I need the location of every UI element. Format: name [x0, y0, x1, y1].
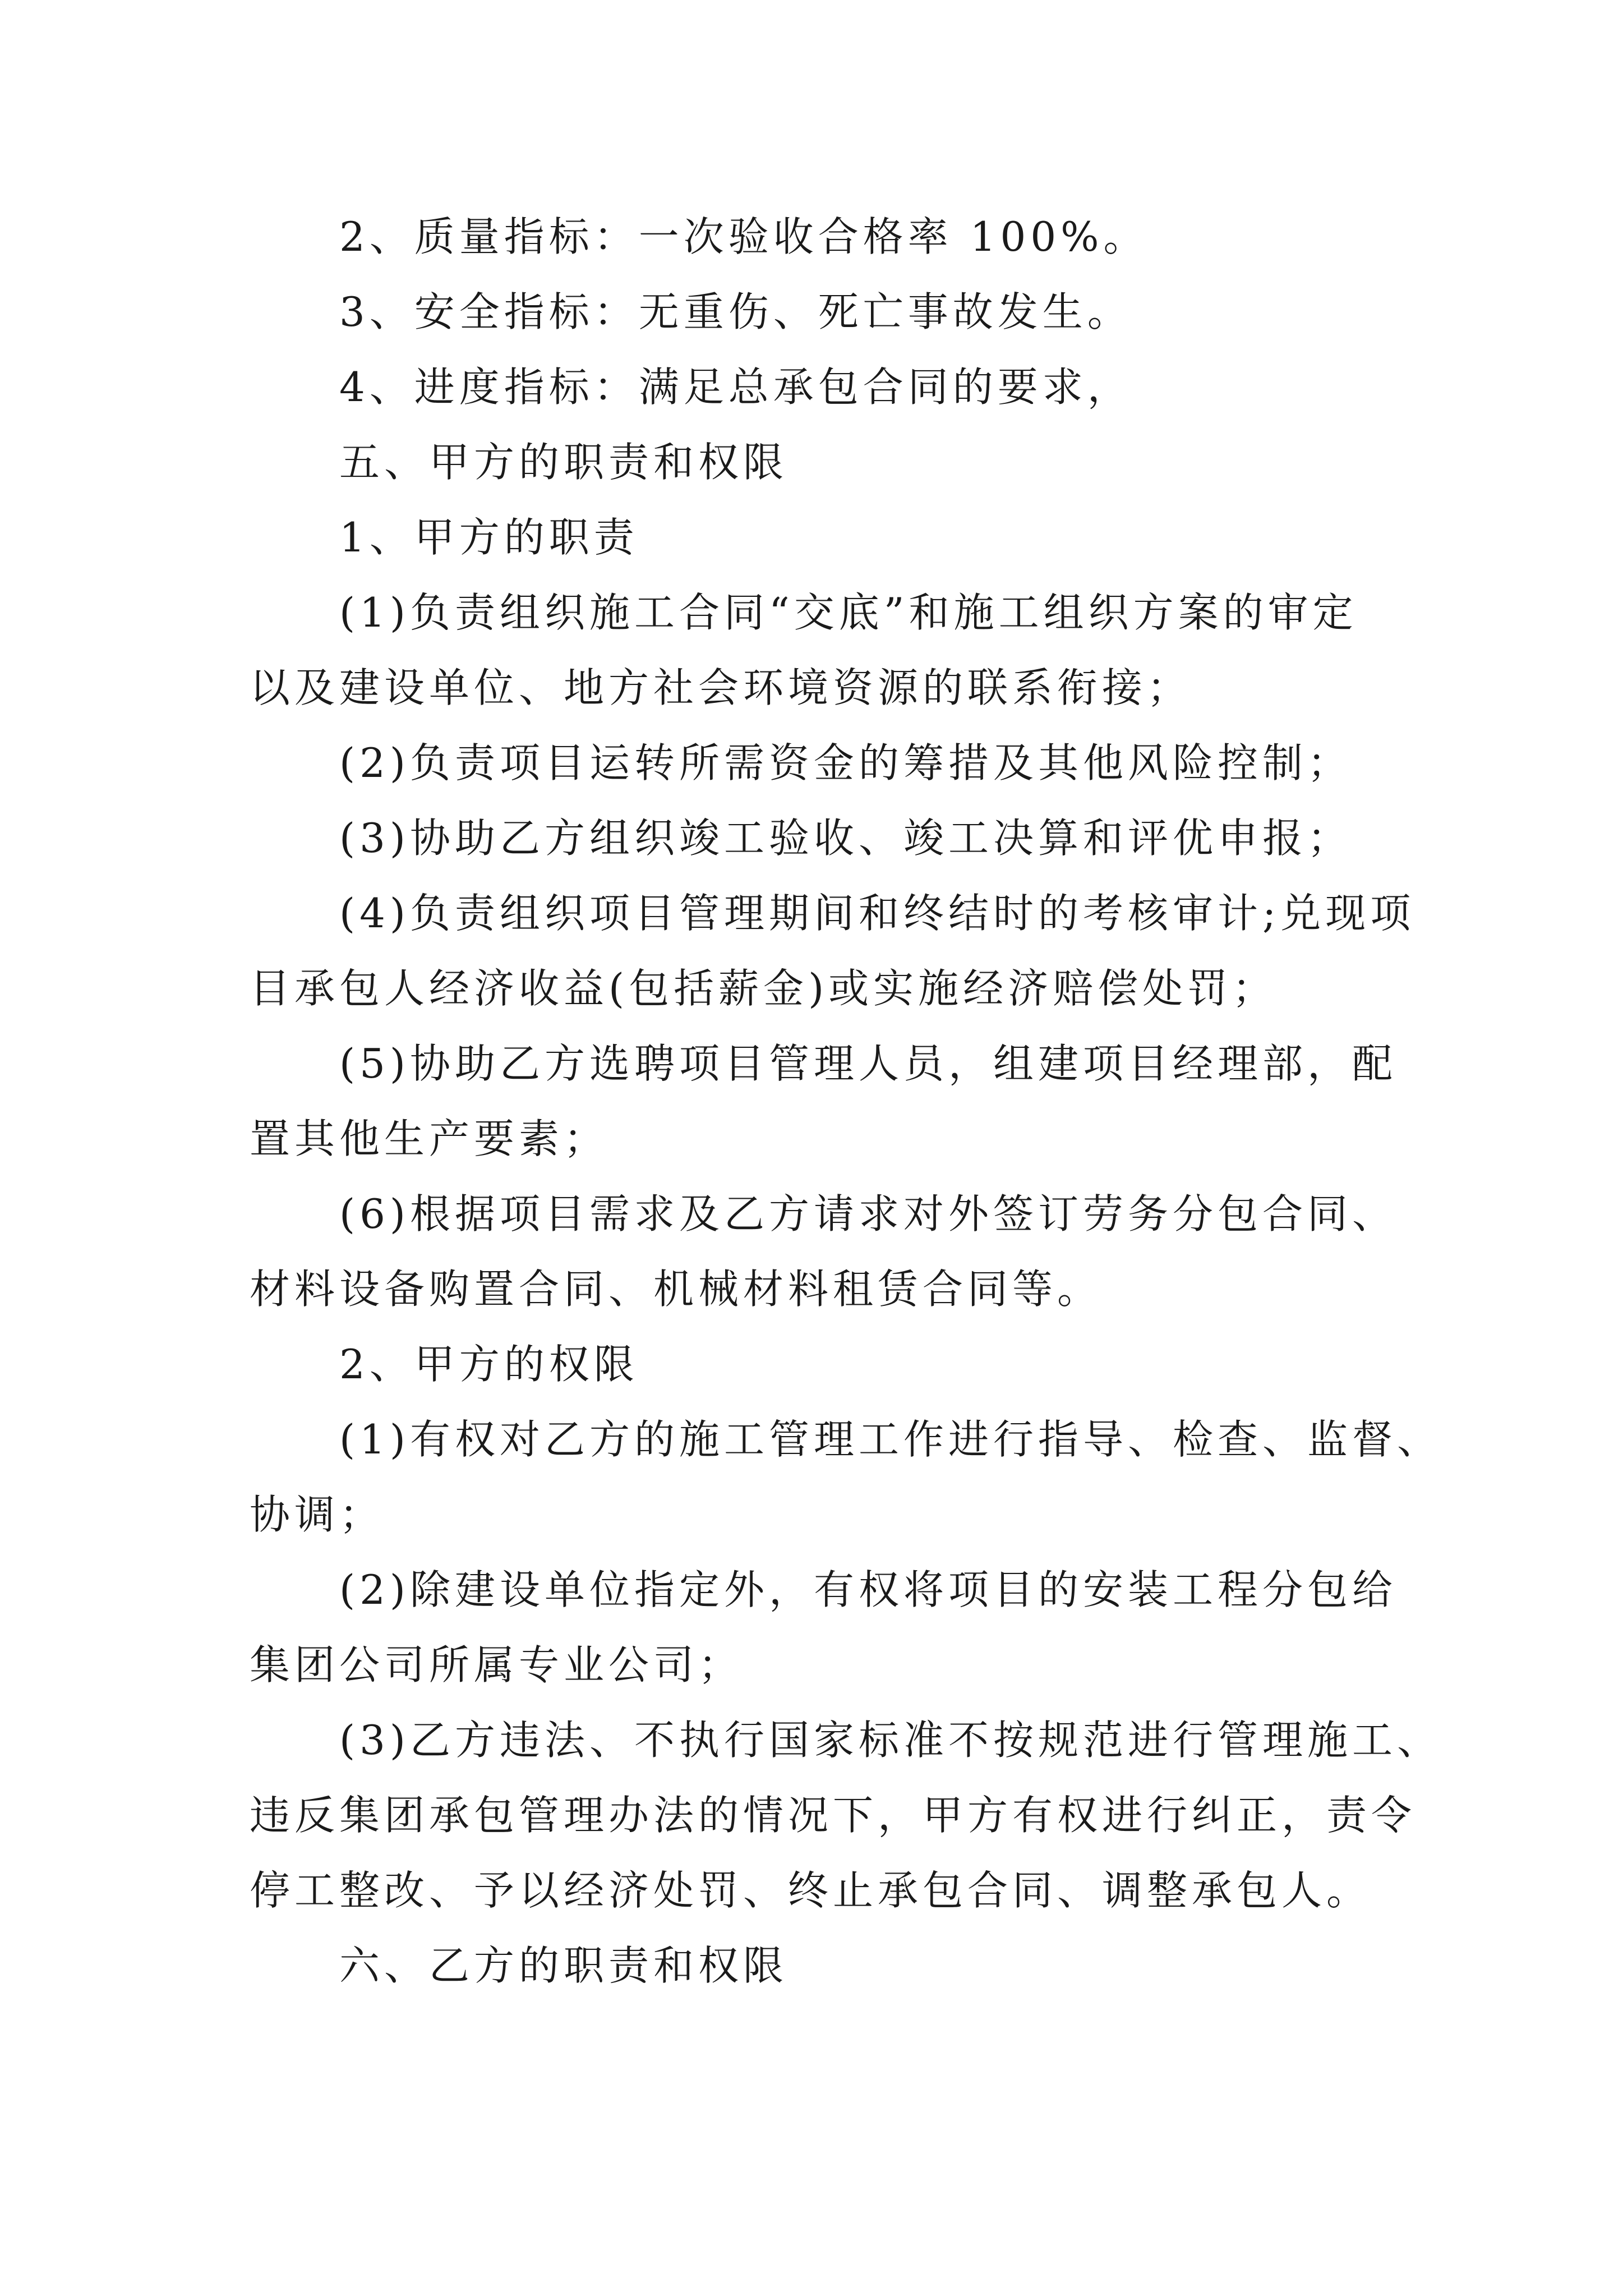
subsection-heading-party-a-authority [250, 1327, 1405, 1402]
paragraph-line: (3)乙方违法、不执行国家标准不按规范进行管理施工、 [339, 1717, 1442, 1764]
list-item-duty-6 [250, 1176, 1405, 1327]
list-item-duty-5 [250, 1026, 1405, 1176]
paragraph-line: 3、安全指标：无重伤、死亡事故发生。 [339, 288, 1132, 335]
paragraph-line: (3)协助乙方组织竣工验收、竣工决算和评优申报； [339, 815, 1352, 862]
list-item-authority-1 [250, 1402, 1442, 1552]
paragraph-schedule-indicator [250, 349, 1405, 425]
list-item-duty-1 [250, 575, 1405, 725]
paragraph-line: 4、进度指标：满足总承包合同的要求， [339, 364, 1132, 411]
subsection-heading: 1、甲方的职责 [339, 514, 639, 561]
paragraph-line: 违反集团承包管理办法的情况下，甲方有权进行纠正，责令 [250, 1792, 1417, 1839]
document-body [250, 199, 1442, 2003]
paragraph-line: (2)负责项目运转所需资金的筹措及其他风险控制； [339, 739, 1352, 786]
paragraph-line: 2、质量指标：一次验收合格率 100%。 [339, 213, 1149, 260]
paragraph-line: (4)负责组织项目管理期间和终结时的考核审计;兑现项 [339, 890, 1415, 937]
subsection-heading: 2、甲方的权限 [339, 1341, 639, 1388]
paragraph-line: 材料设备购置合同、机械材料租赁合同等。 [250, 1266, 1103, 1313]
section-heading: 五、甲方的职责和权限 [339, 439, 789, 486]
paragraph-line: (1)有权对乙方的施工管理工作进行指导、检查、监督、 [339, 1416, 1442, 1463]
paragraph-line: 集团公司所属专业公司； [250, 1641, 744, 1688]
subsection-heading-party-a-duties [250, 500, 1405, 575]
list-item-duty-2 [250, 725, 1405, 800]
section-heading-party-b [250, 1928, 1405, 2003]
paragraph-line: (2)除建设单位指定外，有权将项目的安装工程分包给 [339, 1566, 1397, 1613]
paragraph-line: (6)根据项目需求及乙方请求对外签订劳务分包合同、 [339, 1190, 1397, 1237]
paragraph-quality-indicator [250, 199, 1405, 274]
paragraph-line: 以及建设单位、地方社会环境资源的联系衔接； [250, 664, 1192, 711]
paragraph-line: 置其他生产要素； [250, 1115, 609, 1162]
paragraph-line: (5)协助乙方选聘项目管理人员，组建项目经理部，配 [339, 1040, 1397, 1087]
list-item-duty-4 [250, 876, 1415, 1026]
paragraph-line: 停工整改、予以经济处罚、终止承包合同、调整承包人。 [250, 1867, 1372, 1914]
list-item-authority-2 [250, 1552, 1405, 1703]
paragraph-line: 协调； [250, 1491, 385, 1538]
section-heading: 六、乙方的职责和权限 [339, 1942, 789, 1989]
paragraph-safety-indicator [250, 274, 1405, 349]
list-item-duty-3 [250, 800, 1405, 876]
paragraph-line: 目承包人经济收益(包括薪金)或实施经济赔偿处罚； [250, 965, 1278, 1012]
list-item-authority-3 [250, 1703, 1442, 1928]
paragraph-line: (1)负责组织施工合同“交底”和施工组织方案的审定 [339, 589, 1358, 636]
section-heading-party-a [250, 425, 1405, 500]
